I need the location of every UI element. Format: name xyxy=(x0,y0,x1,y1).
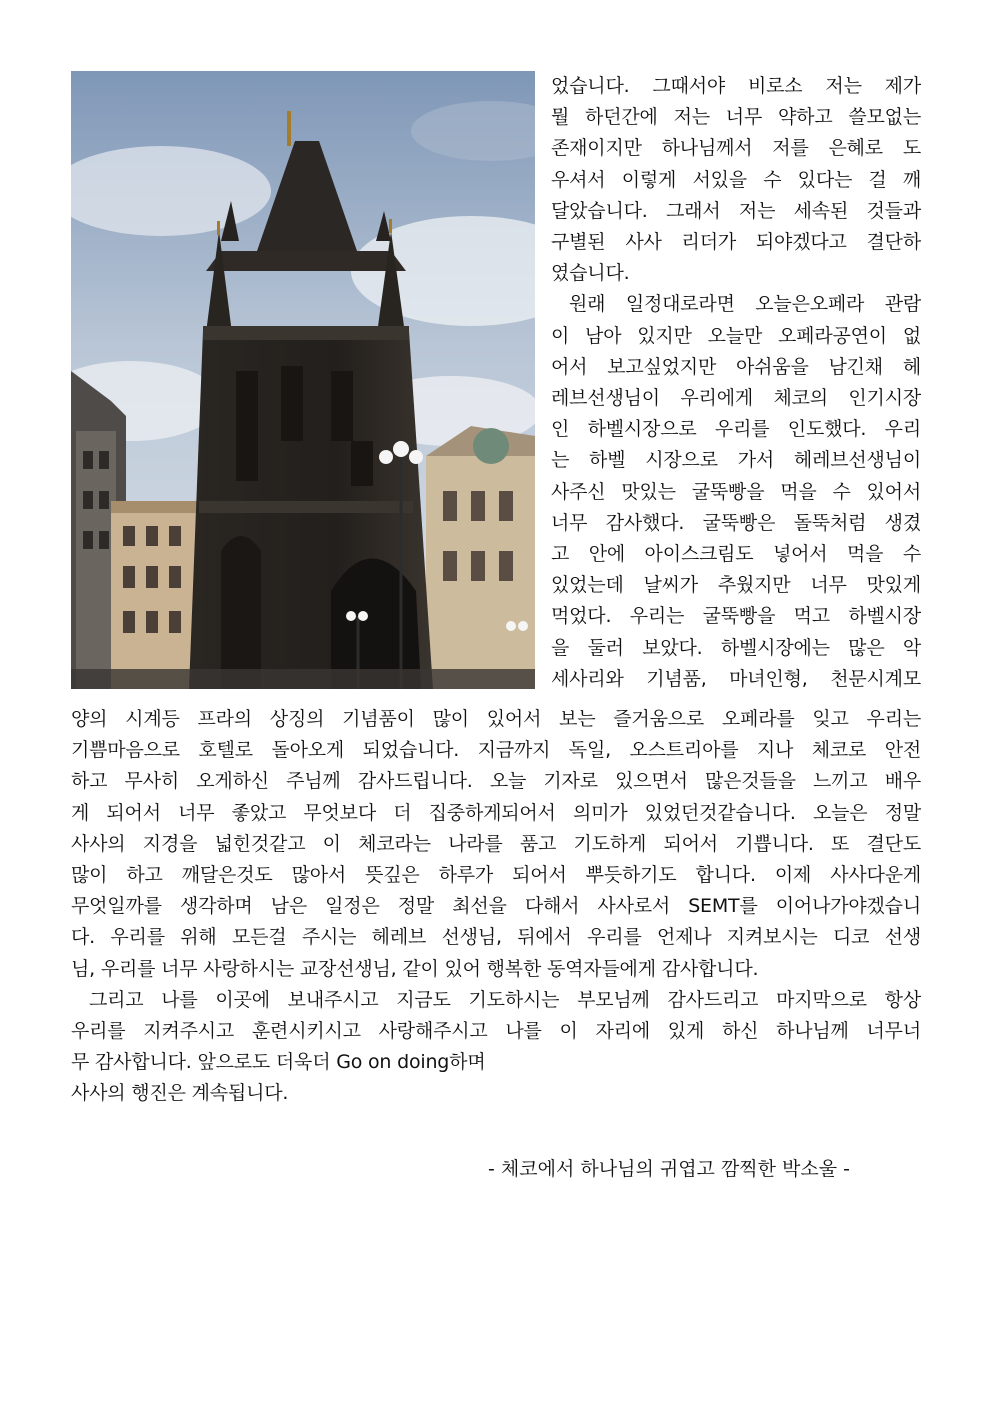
signature-line: - 체코에서 하나님의 귀엽고 깜찍한 박소울 - xyxy=(488,1158,850,1180)
side-text-line: 뭘 하던간에 저는 너무 약하고 쓸모없는 xyxy=(551,106,921,129)
side-text-line: 어서 보고싶었지만 아쉬움을 남긴채 헤 xyxy=(551,355,921,378)
side-text-line: 인 하벨시장으로 우리를 인도했다. 우리 xyxy=(551,418,921,441)
side-text-line: 을 둘러 보았다. 하벨시장에는 많은 악 xyxy=(551,636,921,659)
body-text-line: 우리를 지켜주시고 훈련시키시고 사랑해주시고 나를 이 자리에 있게 하신 하나님께 너무너 xyxy=(71,1020,921,1042)
side-text-line: 원래 일정대로라면 오늘은오페라 관람 xyxy=(569,293,921,316)
side-text-line: 고 안에 아이스크림도 넣어서 먹을 수 xyxy=(551,543,921,565)
side-text-line: 였습니다. xyxy=(551,262,630,285)
body-text-line: 많이 하고 깨달은것도 많아서 뜻깊은 하루가 되어서 뿌듯하기도 합니다. 이제 사사다운게 xyxy=(71,864,921,886)
side-text-line: 있었는데 날씨가 추웠지만 너무 맛있게 xyxy=(551,574,921,597)
body-text-line: 사사의 행진은 계속됩니다. xyxy=(71,1082,289,1105)
body-text-line: 무엇일까를 생각하며 남은 일정은 정말 최선을 다해서 사사로서 SEMT를 이어나가야겠습니 xyxy=(71,895,921,918)
side-text-line: 사주신 맛있는 굴뚝빵을 먹을 수 있어서 xyxy=(551,480,921,503)
side-text-line: 너무 감사했다. 굴뚝빵은 돌뚝처럼 생겼 xyxy=(551,511,921,534)
side-text-line: 달았습니다. 그래서 저는 세속된 것들과 xyxy=(551,199,921,222)
side-text-line: 이 남아 있지만 오늘만 오페라공연이 없 xyxy=(551,324,921,347)
body-text-line: 무 감사합니다. 앞으로도 더욱더 Go on doing하며 xyxy=(71,1051,486,1074)
prague-powder-tower-photo-icon xyxy=(71,71,535,689)
side-text-line: 존재이지만 하나님께서 저를 은혜로 도 xyxy=(551,137,921,160)
side-text-line: 우셔서 이렇게 서있을 수 있다는 걸 깨 xyxy=(551,168,921,191)
side-text-line: 먹었다. 우리는 굴뚝빵을 먹고 하벨시장 xyxy=(551,605,921,628)
body-text-line: 님, 우리를 너무 사랑하시는 교장선생님, 같이 있어 행복한 동역자들에게 감사합니다. xyxy=(71,957,759,980)
side-text-line: 었습니다. 그때서야 비로소 저는 제가 xyxy=(551,75,921,97)
body-text-line: 다. 우리를 위해 모든걸 주시는 헤레브 선생님, 뒤에서 우리를 언제나 지켜보시는 디코 선생 xyxy=(71,926,921,949)
body-text-line: 그리고 나를 이곳에 보내주시고 지금도 기도하시는 부모님께 감사드리고 마지막으로 항상 xyxy=(89,988,921,1011)
side-text-line: 는 하벨 시장으로 가서 헤레브선생님이 xyxy=(551,449,921,472)
tower-photo xyxy=(71,71,535,689)
body-text-line: 양의 시계등 프라의 상징의 기념품이 많이 있어서 보는 즐거움으로 오페라를 잊고 우리는 xyxy=(71,708,921,730)
side-text-line: 구별된 사사 리더가 되야겠다고 결단하 xyxy=(551,231,921,253)
body-text-line: 기쁨마음으로 호텔로 돌아오게 되었습니다. 지금까지 독일, 오스트리아를 지나 체코로 안전 xyxy=(71,739,921,762)
body-text-line: 하고 무사히 오게하신 주님께 감사드립니다. 오늘 기자로 있으면서 많은것들을 느끼고 배우 xyxy=(71,770,921,793)
body-text-line: 게 되어서 너무 좋았고 무엇보다 더 집중하게되어서 의미가 있었던것같습니다. 오늘은 정말 xyxy=(71,801,921,824)
side-text-line: 레브선생님이 우리에게 체코의 인기시장 xyxy=(551,387,921,409)
side-text-line: 세사리와 기념품, 마녀인형, 천문시계모 xyxy=(551,667,921,690)
body-text-line: 사사의 지경을 넓힌것같고 이 체코라는 나라를 품고 기도하게 되어서 기쁩니다. 또 결단도 xyxy=(71,832,921,855)
